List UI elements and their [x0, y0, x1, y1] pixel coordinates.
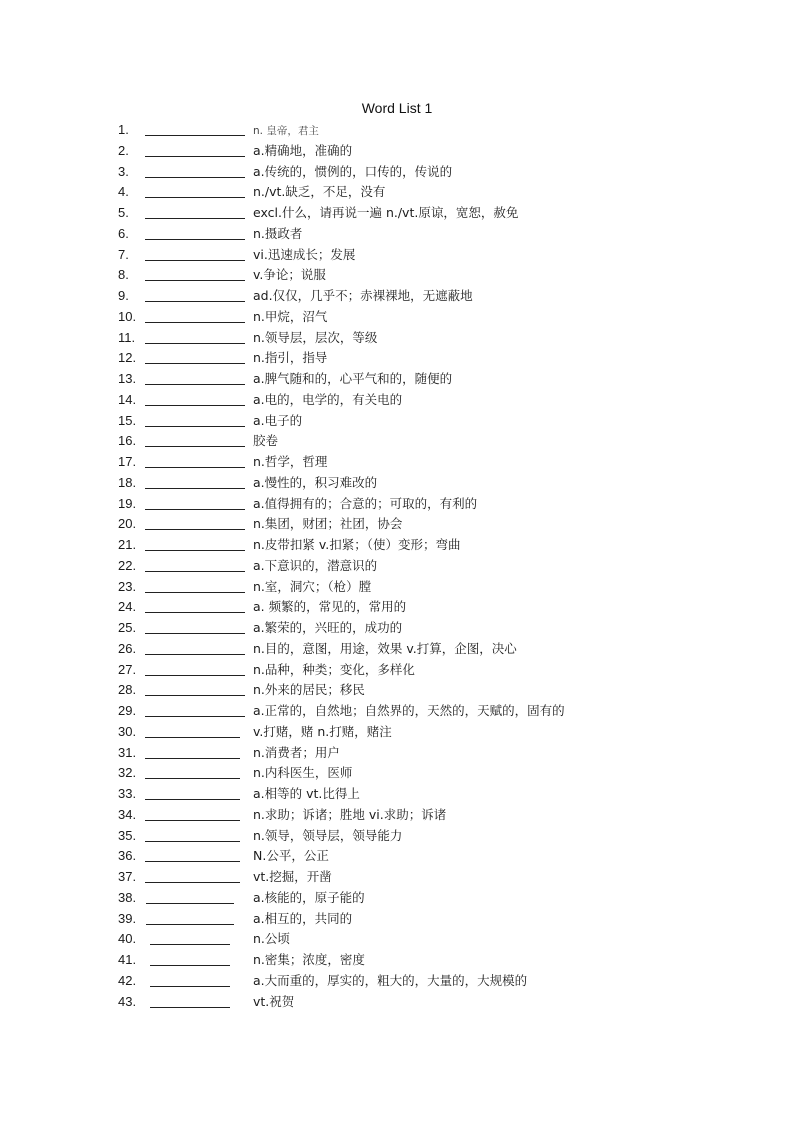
answer-blank[interactable] — [145, 716, 245, 717]
word-entry — [116, 951, 676, 972]
answer-blank[interactable] — [145, 467, 245, 468]
entry-definition: a.脾气随和的，心平气和的，随便的 — [253, 371, 453, 386]
word-entry — [116, 910, 676, 931]
word-entry — [116, 453, 676, 474]
word-entry — [116, 266, 676, 287]
answer-blank[interactable] — [145, 778, 240, 779]
entry-number: 43. — [118, 993, 137, 1009]
entry-number: 18. — [118, 474, 137, 490]
entry-number: 38. — [118, 889, 137, 905]
word-entry — [116, 868, 676, 889]
entry-number: 28. — [118, 682, 137, 698]
answer-blank[interactable] — [145, 861, 240, 862]
entry-number: 22. — [118, 557, 137, 573]
entry-number: 37. — [118, 869, 137, 884]
word-entry — [116, 204, 676, 225]
entry-definition: a.电子的 — [253, 412, 303, 428]
answer-blank[interactable] — [145, 322, 245, 323]
entry-number: 32. — [118, 765, 137, 781]
word-entry — [116, 557, 676, 578]
entry-definition: n.室，洞穴；（枪）膛 — [253, 578, 372, 594]
entry-definition: v.争论；说服 — [253, 267, 326, 283]
answer-blank[interactable] — [145, 177, 245, 178]
entry-number: 27. — [118, 661, 137, 677]
entry-number: 39. — [118, 910, 137, 926]
entry-number: 9. — [118, 288, 129, 303]
entry-definition: vi.迅速成长；发展 — [253, 246, 356, 262]
entry-number: 36. — [118, 848, 137, 864]
entry-definition: a.繁荣的，兴旺的，成功的 — [253, 620, 403, 635]
entry-definition: a.核能的，原子能的 — [253, 889, 365, 905]
word-entry — [116, 972, 676, 993]
entry-definition: a.相等的 vt.比得上 — [253, 786, 360, 801]
answer-blank[interactable] — [145, 550, 245, 551]
entry-definition: a.电的，电学的，有关电的 — [253, 391, 403, 407]
word-entry — [116, 993, 676, 1014]
answer-blank[interactable] — [145, 509, 245, 510]
answer-blank[interactable] — [145, 633, 245, 634]
entry-number: 20. — [118, 516, 137, 532]
entry-definition: n.集团，财团；社团，协会 — [253, 516, 403, 532]
entry-definition: a.慢性的，积习难改的 — [253, 474, 378, 490]
entry-number: 6. — [118, 225, 129, 241]
answer-blank[interactable] — [145, 384, 245, 385]
entry-number: 19. — [118, 495, 137, 511]
word-entry — [116, 142, 676, 163]
entry-number: 41. — [118, 952, 137, 967]
answer-blank[interactable] — [146, 903, 234, 904]
answer-blank[interactable] — [150, 1007, 230, 1008]
entry-definition: n.外来的居民；移民 — [253, 682, 365, 698]
entry-definition: n.求助；诉诸；胜地 vi.求助；诉诸 — [253, 806, 447, 822]
entry-number: 24. — [118, 599, 137, 615]
word-entry — [116, 412, 676, 433]
entry-number: 23. — [118, 578, 137, 594]
entry-number: 42. — [118, 972, 137, 988]
entry-definition: a.正常的，自然地；自然界的，天然的，天赋的，固有的 — [253, 703, 565, 718]
answer-blank[interactable] — [145, 156, 245, 157]
entry-definition: n.甲烷，沼气 — [253, 308, 328, 324]
entry-definition: n.目的，意图，用途，效果 v.打算，企图，决心 — [253, 640, 517, 656]
entry-number: 12. — [118, 350, 137, 366]
entry-number: 33. — [118, 786, 137, 801]
entry-definition: n.消费者；用户 — [253, 744, 340, 760]
entry-definition: n.品种，种类；变化，多样化 — [253, 661, 415, 677]
word-entry — [116, 308, 676, 329]
answer-blank[interactable] — [150, 944, 230, 945]
entry-number: 13. — [118, 371, 137, 386]
entry-number: 15. — [118, 412, 137, 428]
entry-number: 16. — [118, 433, 137, 449]
word-entry — [116, 847, 676, 868]
word-entry — [116, 246, 676, 267]
answer-blank[interactable] — [145, 363, 245, 364]
word-entry — [116, 183, 676, 204]
entry-definition: a.下意识的，潜意识的 — [253, 557, 378, 573]
entry-number: 29. — [118, 703, 137, 718]
word-entry — [116, 702, 676, 723]
word-entry — [116, 474, 676, 495]
page-title: Word List 1 — [361, 100, 433, 116]
word-entry — [116, 806, 676, 827]
entry-number: 40. — [118, 931, 137, 947]
entry-number: 14. — [118, 391, 137, 407]
entry-number: 10. — [118, 308, 137, 324]
entry-number: 2. — [118, 142, 129, 158]
entry-definition: 胶卷 — [253, 433, 279, 449]
word-entry — [116, 287, 676, 308]
word-entry — [116, 723, 676, 744]
word-entry — [116, 432, 676, 453]
answer-blank[interactable] — [145, 197, 245, 198]
entry-definition: a. 频繁的，常见的，常用的 — [253, 599, 407, 615]
entry-number: 8. — [118, 267, 129, 283]
entry-number: 34. — [118, 806, 137, 822]
entry-definition: n.皮带扣紧 v.扣紧；（使）变形；弯曲 — [253, 537, 461, 552]
entry-definition: vt.挖掘，开凿 — [253, 869, 332, 884]
word-entry — [116, 764, 676, 785]
entry-number: 17. — [118, 454, 137, 469]
word-entry — [116, 661, 676, 682]
answer-blank[interactable] — [145, 135, 245, 136]
word-entry — [116, 391, 676, 412]
word-entry — [116, 827, 676, 848]
answer-blank[interactable] — [145, 592, 245, 593]
answer-blank[interactable] — [145, 675, 245, 676]
answer-blank[interactable] — [145, 695, 245, 696]
word-entry — [116, 681, 676, 702]
entry-number: 4. — [118, 184, 129, 200]
entry-definition: ad.仅仅，几乎不；赤裸裸地，无遮蔽地 — [253, 288, 473, 303]
word-entry — [116, 930, 676, 951]
answer-blank[interactable] — [146, 924, 234, 925]
answer-blank[interactable] — [145, 343, 245, 344]
answer-blank[interactable] — [145, 446, 245, 447]
answer-blank[interactable] — [145, 218, 245, 219]
entry-definition: a.精确地，准确的 — [253, 142, 353, 158]
answer-blank[interactable] — [145, 758, 240, 759]
word-entry — [116, 598, 676, 619]
entry-definition: n.内科医生，医师 — [253, 765, 353, 781]
answer-blank[interactable] — [145, 820, 240, 821]
word-entry — [116, 536, 676, 557]
entry-number: 3. — [118, 163, 129, 179]
answer-blank[interactable] — [150, 986, 230, 987]
word-entry — [116, 121, 676, 142]
answer-blank[interactable] — [145, 529, 245, 530]
word-entry — [116, 619, 676, 640]
answer-blank[interactable] — [145, 841, 240, 842]
entry-definition: n.领导层，层次，等级 — [253, 329, 378, 345]
word-entry — [116, 329, 676, 350]
answer-blank[interactable] — [145, 405, 245, 406]
word-entry — [116, 640, 676, 661]
entry-number: 31. — [118, 744, 137, 760]
entry-definition: n.摄政者 — [253, 225, 303, 241]
answer-blank[interactable] — [145, 260, 245, 261]
entry-number: 21. — [118, 537, 137, 552]
answer-blank[interactable] — [145, 301, 245, 302]
answer-blank[interactable] — [145, 426, 245, 427]
entry-definition: a.相互的，共同的 — [253, 910, 353, 926]
answer-blank[interactable] — [145, 882, 240, 883]
answer-blank[interactable] — [145, 799, 240, 800]
entry-definition: n.哲学，哲理 — [253, 454, 328, 469]
entry-number: 35. — [118, 827, 137, 843]
entry-number: 26. — [118, 640, 137, 656]
word-entry — [116, 744, 676, 765]
entry-number: 11. — [118, 329, 136, 345]
entry-definition: n./vt.缺乏，不足，没有 — [253, 184, 386, 200]
entry-definition: n.指引，指导 — [253, 350, 328, 366]
entry-definition: N.公平，公正 — [253, 848, 329, 864]
entry-definition: vt.祝贺 — [253, 993, 295, 1009]
word-entry — [116, 515, 676, 536]
entry-definition: excl.什么，请再说一遍 n./vt.原谅，宽恕，赦免 — [253, 205, 519, 220]
word-entry — [116, 495, 676, 516]
entry-definition: n.公顷 — [253, 931, 290, 947]
entry-definition: n.密集；浓度，密度 — [253, 952, 365, 967]
answer-blank[interactable] — [145, 571, 245, 572]
entry-definition: n.领导，领导层，领导能力 — [253, 827, 403, 843]
answer-blank[interactable] — [145, 612, 245, 613]
entry-number: 5. — [118, 205, 129, 220]
entry-number: 25. — [118, 620, 137, 635]
word-entry — [116, 349, 676, 370]
entry-number: 7. — [118, 246, 129, 262]
entry-number: 1. — [118, 122, 129, 137]
word-entry — [116, 785, 676, 806]
answer-blank[interactable] — [145, 488, 245, 489]
word-entry — [116, 889, 676, 910]
word-entry — [116, 370, 676, 391]
word-entry — [116, 225, 676, 246]
answer-blank[interactable] — [150, 965, 230, 966]
entry-definition: n. 皇帝，君主 — [253, 125, 319, 137]
word-entry — [116, 578, 676, 599]
word-entry — [116, 163, 676, 184]
answer-blank[interactable] — [145, 737, 240, 738]
answer-blank[interactable] — [145, 239, 245, 240]
entry-definition: a.值得拥有的；合意的；可取的，有利的 — [253, 495, 478, 511]
entry-number: 30. — [118, 723, 137, 739]
answer-blank[interactable] — [145, 280, 245, 281]
entry-definition: v.打赌，赌 n.打赌，赌注 — [253, 723, 392, 739]
entry-definition: a.大而重的，厚实的，粗大的，大量的，大规模的 — [253, 972, 528, 988]
answer-blank[interactable] — [145, 654, 245, 655]
entry-definition: a.传统的，惯例的，口传的，传说的 — [253, 163, 453, 179]
word-list — [116, 121, 676, 1013]
